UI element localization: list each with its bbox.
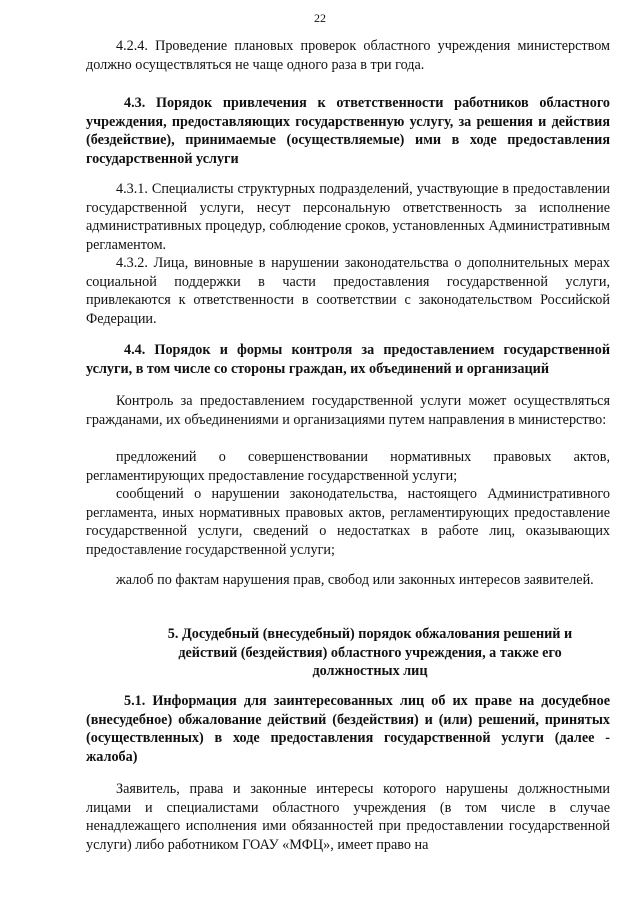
paragraph-applicant: Заявитель, права и законные интересы которого нарушены должностными лицами и специалистами областного учреждения (в том числе в случае ненадлежащего исполнения ими обязанностей при предоставлении государственной услуги) либо работником ГОАУ «МФЦ», имеет право на xyxy=(86,781,610,853)
heading-4-4: 4.4. Порядок и формы контроля за предоставлением государственной услуги, в том числе со стороны граждан, их объединений и организаций xyxy=(86,342,610,377)
heading-section-5: 5. Досудебный (внесудебный) порядок обжалования решений и действий (бездействия) областного учреждения, а также его должностных лиц xyxy=(167,626,573,680)
paragraph-4-2-4: 4.2.4. Проведение плановых проверок областного учреждения министерством должно осуществляться не чаще одного раза в три года. xyxy=(86,38,610,73)
list-item: жалоб по фактам нарушения прав, свобод или законных интересов заявителей. xyxy=(116,572,594,588)
list-item: сообщений о нарушении законодательства, настоящего Административного регламента, иных нормативных правовых актов, регламентирующих предоставление государственной услуги, сведений о недостатках в работе лиц, оказывающих предоставление государственной услуги; xyxy=(86,486,610,558)
paragraph-control: Контроль за предоставлением государственной услуги может осуществляться гражданами, их объединениями и организациями путем направления в министерство: xyxy=(86,393,610,428)
heading-5-1: 5.1. Информация для заинтересованных лиц об их праве на досудебное (внесудебное) обжалование действий (бездействия) и (или) решений, принятых (осуществленных) в ходе предоставления государственной услуги (далее - жалоба) xyxy=(86,693,610,765)
paragraph-4-3-2: 4.3.2. Лица, виновные в нарушении законодательства о дополнительных мерах социальной поддержки в части предоставления государственной услуги, привлекаются к ответственности в соответствии с законодательством Российской Федерации. xyxy=(86,255,610,327)
page-number: 22 xyxy=(314,11,326,25)
heading-4-3: 4.3. Порядок привлечения к ответственности работников областного учреждения, предоставляющих государственную услугу, за решения и действия (бездействие), принимаемые (осуществляемые) ими в ходе предоставления государственной услуги xyxy=(86,95,610,167)
list-item: предложений о совершенствовании нормативных правовых актов, регламентирующих предоставление государственной услуги; xyxy=(86,449,610,484)
paragraph-4-3-1: 4.3.1. Специалисты структурных подразделений, участвующие в предоставлении государственной услуги, несут персональную ответственность за исполнение административных процедур, соблюдение сроков, установленных Административным регламентом. xyxy=(86,181,611,253)
